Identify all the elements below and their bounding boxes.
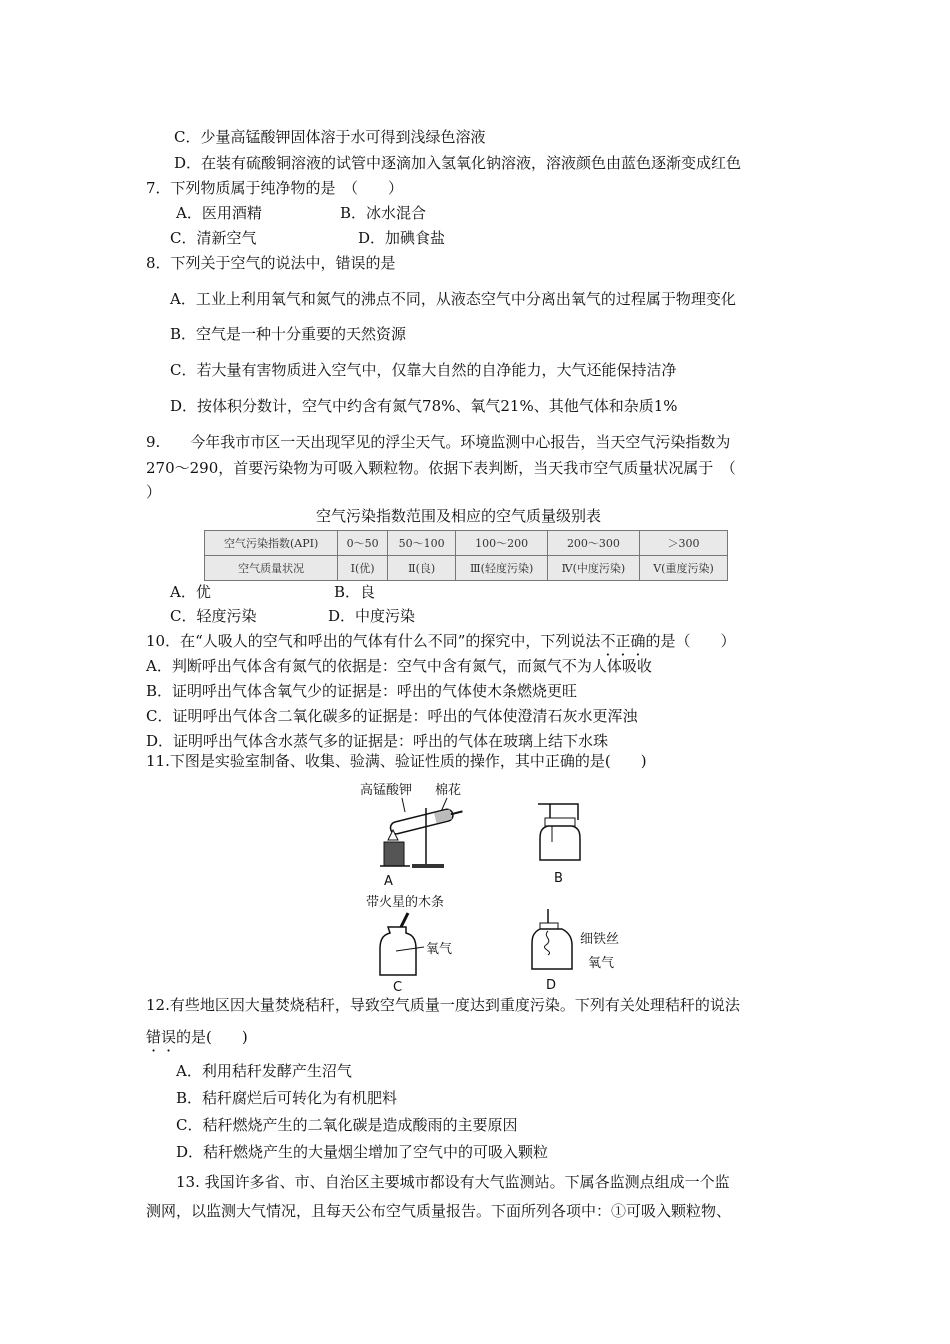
option-7b: B．冰水混合 [340,204,427,222]
table-cell: 空气质量状况 [205,556,338,581]
question-13-line2: 测网，以监测大气情况，且每天公布空气质量报告。下面所列各项中：①可吸入颗粒物、 [146,1202,732,1220]
question-13-line1: 13. 我国许多省、市、自治区主要城市都设有大气监测站。下属各监测点组成一个监 [176,1173,730,1191]
table-cell: 50～100 [387,531,455,556]
option-10a: A．判断呼出气体含有氮气的依据是：空气中含有氮气，而氮气不为人体吸收 [146,657,652,675]
question-12-line2 [146,1027,248,1047]
option-12b: B．秸秆腐烂后可转化为有机肥料 [176,1089,398,1107]
apparatus-d [528,905,638,993]
emphasis-char: 错 [146,1028,162,1046]
option-6c: C．少量高锰酸钾固体溶于水可得到浅绿色溶液 [174,128,486,146]
question-7: 7．下列物质属于纯净物的是 （ ） [146,179,404,197]
label-c: C [393,980,403,993]
table-cell: ＞300 [639,531,727,556]
question-12-line1: 12.有些地区因大量焚烧秸秆，导致空气质量一度达到重度污染。下列有关处理秸秆的说法 [146,996,740,1014]
table-cell: Ⅳ(中度污染) [547,556,639,581]
apparatus-a [360,778,470,888]
option-7d: D．加碘食盐 [358,229,446,247]
question-10-tail: 的是（ ） [645,632,736,650]
option-8a: A．工业上利用氧气和氮气的沸点不同，从液态空气中分离出氧气的过程属于物理变化 [170,290,736,308]
question-9-line3: ） [146,483,162,501]
emphasis-char: 不 [600,632,616,650]
option-9a: A．优 [170,583,211,601]
option-7a: A．医用酒精 [176,204,262,222]
table-cell: 100～200 [456,531,548,556]
table-row [205,531,728,556]
option-9c: C．轻度污染 [170,607,257,625]
option-6d: D．在装有硫酸铜溶液的试管中逐滴加入氢氧化钠溶液，溶液颜色由蓝色逐渐变成红色 [174,154,742,172]
label-d: D [546,978,557,993]
air-quality-table [204,530,728,581]
option-8c: C．若大量有害物质进入空气中，仅靠大自然的自净能力，大气还能保持洁净 [170,361,677,379]
table-cell: 空气污染指数(API) [205,531,338,556]
label-cotton: 棉花 [435,783,462,798]
table-cell: Ⅰ(优) [338,556,388,581]
question-9-line2: 270～290，首要污染物为可吸入颗粒物。依据下表判断，当天我市空气质量状况属于 （ [146,459,736,477]
option-7c: C．清新空气 [170,229,257,247]
label-b: B [554,871,563,886]
label-oxygen-c: 氧气 [426,942,453,957]
label-kmno4: 高锰酸钾 [360,783,413,798]
option-9b: B．良 [334,583,376,601]
question-8: 8．下列关于空气的说法中，错误的是 [146,254,396,272]
question-10-text: 10．在“人吸人的空气和呼出的气体有什么不同”的探究中，下列说法 [146,632,601,650]
option-10d: D．证明呼出气体含水蒸气多的证据是：呼出的气体在玻璃上结下水珠 [146,732,609,750]
emphasis-char: 正 [615,632,631,650]
table-cell: 0～50 [338,531,388,556]
label-splint: 带火星的木条 [366,895,445,910]
question-12-tail: 的是( ) [176,1028,248,1046]
option-9d: D．中度污染 [328,607,416,625]
option-10c: C．证明呼出气体含二氧化碳多的证据是：呼出的气体使澄清石灰水更浑浊 [146,707,638,725]
label-a: A [384,874,393,888]
label-oxygen-d: 氧气 [588,956,615,971]
option-8d: D．按体积分数计，空气中约含有氮气78%、氧气21%、其他气体和杂质1% [170,397,678,415]
table-cell: Ⅲ(轻度污染) [456,556,548,581]
table-cell: Ⅴ(重度污染) [639,556,727,581]
option-8b: B．空气是一种十分重要的天然资源 [170,325,407,343]
table-cell: Ⅱ(良) [387,556,455,581]
question-9-line1: 9. 今年我市市区一天出现罕见的浮尘天气。环境监测中心报告，当天空气污染指数为 [146,433,731,451]
table-cell: 200～300 [547,531,639,556]
question-10 [146,631,736,651]
option-10b: B．证明呼出气体含氧气少的证据是：呼出的气体使木条燃烧更旺 [146,682,578,700]
question-11: 11.下图是实验室制备、收集、验满、验证性质的操作，其中正确的是( ) [146,752,647,770]
table-title: 空气污染指数范围及相应的空气质量级别表 [316,507,602,525]
option-12c: C．秸秆燃烧产生的二氧化碳是造成酸雨的主要原因 [176,1116,518,1134]
option-12a: A．利用秸秆发酵产生沼气 [176,1062,352,1080]
table-row [205,556,728,581]
option-12d: D．秸秆燃烧产生的大量烟尘增加了空气中的可吸入颗粒 [176,1143,549,1161]
apparatus-c [360,893,470,993]
label-wire: 细铁丝 [580,932,620,947]
emphasis-char: 确 [630,632,646,650]
apparatus-b [530,800,590,890]
emphasis-char: 误 [161,1028,177,1046]
